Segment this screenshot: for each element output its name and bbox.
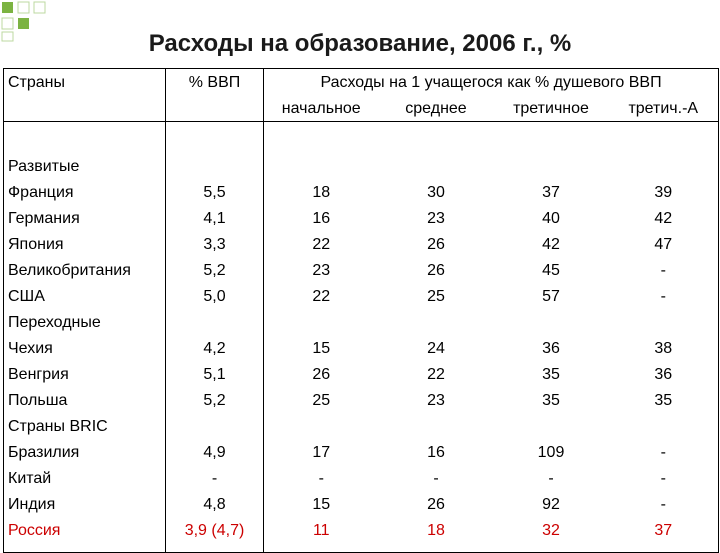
education-spending-table [3,68,719,553]
country-name: Бразилия [8,444,80,461]
col-countries [4,122,166,553]
primary-value: 15 [312,496,331,513]
header-row [4,69,719,98]
col-secondary [379,122,494,553]
tertiary-a-value-russia: 37 [654,522,673,539]
tertiary-a-value: 35 [654,392,673,409]
spacer [8,128,165,154]
gdp-value: 5,2 [203,262,226,279]
gdp-value: - [211,470,218,487]
country-name: Индия [8,496,56,513]
tertiary-value: 40 [542,210,560,227]
tertiary-value: 45 [542,262,560,279]
corner-square [2,18,13,29]
country-name-russia: Россия [8,522,61,539]
primary-value: - [318,470,324,487]
tertiary-value: 92 [542,496,560,513]
country-name: Великобритания [8,262,131,279]
primary-value: 22 [312,236,331,253]
secondary-value: 26 [427,262,445,279]
group-label: Развитые [8,158,80,175]
gdp-value: 3,3 [203,236,226,253]
col-gdp [166,122,264,553]
primary-value: 16 [312,210,331,227]
tertiary-value: 35 [542,392,560,409]
country-name: Венгрия [8,366,69,383]
col-primary [264,122,379,553]
secondary-value: 30 [427,184,445,201]
country-name: США [8,288,45,305]
tertiary-a-value: - [660,262,666,279]
primary-value: 22 [312,288,331,305]
secondary-value: 23 [427,392,445,409]
header-gdp: % ВВП [166,69,264,122]
header-tertiary: третичное [494,97,609,122]
tertiary-value: 57 [542,288,560,305]
secondary-value: 26 [427,236,445,253]
header-tertiary-a: третич.-А [609,97,719,122]
secondary-value: - [433,470,439,487]
tertiary-a-value: 39 [654,184,673,201]
tertiary-value: 36 [542,340,560,357]
tertiary-value: 35 [542,366,560,383]
tertiary-a-value: - [660,470,666,487]
gdp-value: 4,2 [203,340,226,357]
corner-square [2,2,13,13]
secondary-value: 26 [427,496,445,513]
secondary-value-russia: 18 [427,522,445,539]
tertiary-a-value: 42 [654,210,673,227]
gdp-value-russia: 3,9 (4,7) [184,522,245,539]
country-name: Франция [8,184,74,201]
corner-square [18,18,29,29]
group-label: Переходные [8,314,101,331]
tertiary-a-value: - [660,496,666,513]
tertiary-a-value: 38 [654,340,673,357]
tertiary-value-russia: 32 [542,522,560,539]
tertiary-value: - [548,470,554,487]
primary-value: 23 [312,262,331,279]
tertiary-a-value: 36 [654,366,673,383]
primary-value: 26 [312,366,331,383]
primary-value: 15 [312,340,331,357]
secondary-value: 24 [427,340,445,357]
header-countries: Страны [4,69,166,122]
header-per-student: Расходы на 1 учащегося как % душевого ВВП [264,69,719,98]
col-tertiary [494,122,609,553]
gdp-value: 5,1 [203,366,226,383]
group-label: Страны BRIC [8,418,108,435]
gdp-value: 5,5 [203,184,226,201]
primary-value: 18 [312,184,331,201]
country-name: Германия [8,210,80,227]
gdp-value: 4,8 [203,496,226,513]
tertiary-value: 42 [542,236,560,253]
secondary-value: 23 [427,210,445,227]
tertiary-a-value: - [660,288,666,305]
gdp-value: 5,0 [203,288,226,305]
tertiary-a-value: - [660,444,666,461]
page-title: Расходы на образование, 2006 г., % [148,30,572,57]
table-body [4,122,719,553]
tertiary-value: 37 [542,184,560,201]
secondary-value: 16 [427,444,445,461]
header-secondary: среднее [379,97,494,122]
corner-square [18,2,29,13]
tertiary-value: 109 [537,444,565,461]
tertiary-a-value: 47 [654,236,673,253]
country-name: Япония [8,236,64,253]
primary-value-russia: 11 [312,522,330,539]
secondary-value: 25 [427,288,445,305]
gdp-value: 4,9 [203,444,226,461]
gdp-value: 5,2 [203,392,226,409]
header-primary: начальное [264,97,379,122]
primary-value: 25 [312,392,331,409]
col-tertiary-a [609,122,719,553]
gdp-value: 4,1 [203,210,226,227]
country-name: Польша [8,392,68,409]
corner-square [34,2,45,13]
primary-value: 17 [312,444,331,461]
country-name: Чехия [8,340,53,357]
country-name: Китай [8,470,52,487]
secondary-value: 22 [427,366,445,383]
